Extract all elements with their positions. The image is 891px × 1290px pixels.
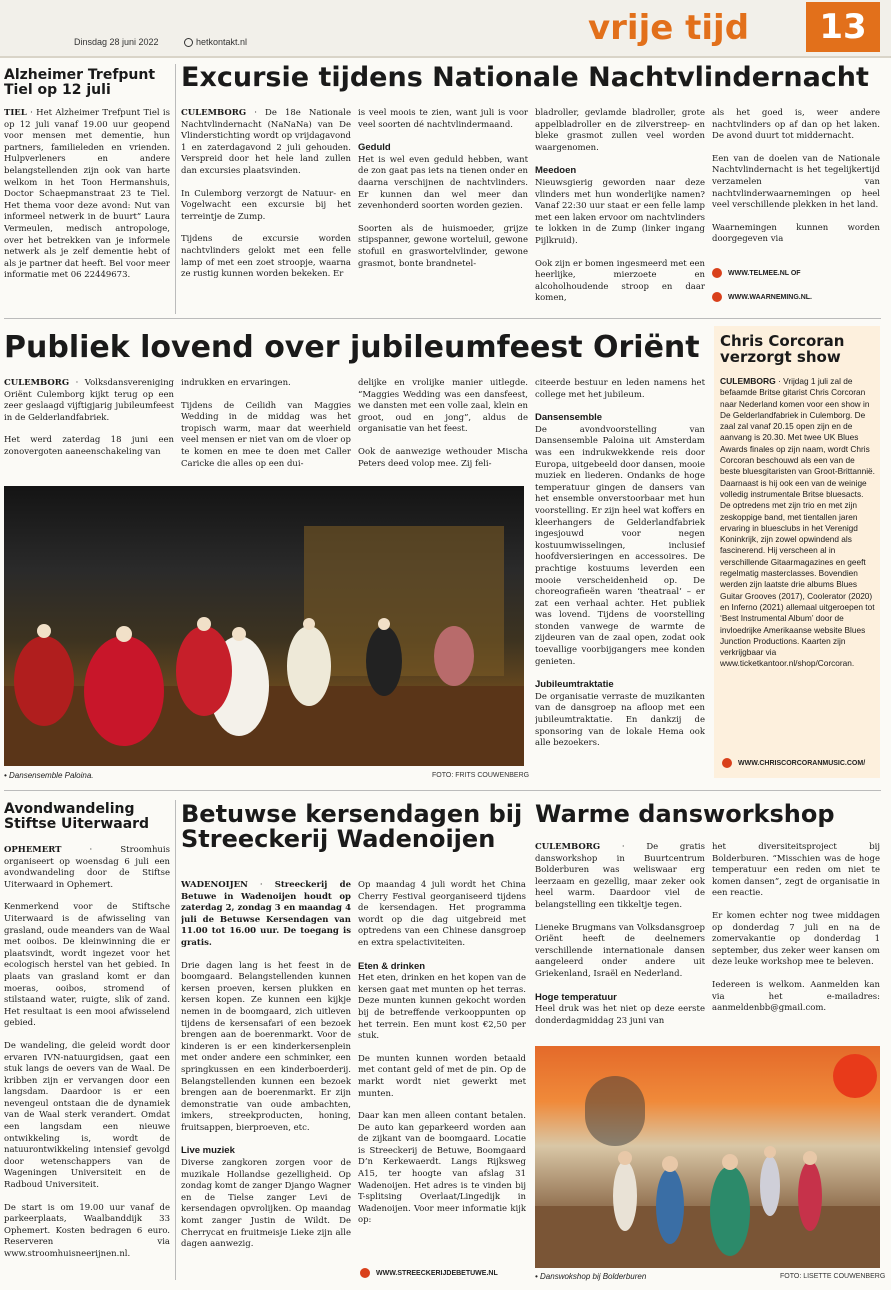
globe-icon — [184, 38, 193, 47]
nacht-c2a: is veel moois te zien, want juli is voor veel soorten dé nachtvlindermaand. — [358, 108, 528, 130]
orient-headline: Publiek lovend over jubileumfeest Oriënt — [4, 332, 700, 364]
kers-p2: Diverse zangkoren zorgen voor de muzikale Hollandse gezelligheid. Op zondag komt de zanger Django Wagner en de Tielse zanger Levi de kersendagen opvrolijken. Op maandag komt zanger Justin de Wildt. De Cherrycat en fruitmeisje Lieke zijn alle dagen aanwezig. — [181, 1158, 351, 1250]
nacht-headline: Excursie tijdens Nationale Nachtvlindernacht — [181, 64, 869, 93]
issue-date: Dinsdag 28 juni 2022 — [74, 37, 159, 47]
page-number: 13 — [806, 2, 880, 52]
warm-col1: CULEMBORG · De gratis dansworkshop in Buurtcentrum Bolderburen was weliswaar erg leerzaam en gezellig, maar zeker ook heel warm. Daardoor viel de belangstelling een tikkeltje tegen. Lieneke Brugmans van Volksdansgroep Oriënt heeft de deelnemers verschillende internationale dansen aangeleerd onder andere uit Griekenland, Israël en Nederland. Hoge temperatuur Heel druk was het niet op deze eerste donderdagmiddag 23 juni van — [535, 842, 705, 1026]
kers-col1: WADENOIJEN · Streeckerij de Betuwe in Wadenoijen houdt op zaterdag 2, zondag 3 en maandag 4 juli de Betuwse Kersendagen van 11.00 tot 16.00 uur. De toegang is gratis. Drie dagen lang is het feest in de boomgaard. Belangstellenden kunnen kersen proeven, kersen plukken en kersen kopen. Ze kunnen een kijkje nemen in de boomgaard, zich uitleven tijdens de kersensafari of een bezoek brengen aan de boerenmarkt. Voor de kinderen is er een kinderkersenplein met onder andere een schminker, een springkussen en een kinderboerderij. Belangstellenden kunnen een bezoek brengen aan de boerenmarkt. Er zijn demonstratie van oude ambachten, imkers, streekproducten, honing, fruitsappen, bierproeven, etc. Live muziek Diverse zangkoren zorgen voor de muzikale Hollandse gezelligheid. Op zondag komt de zanger Django Wagner en de Tielse zanger Levi de kersendagen opvrolijken. Op maandag komt zanger Justin de Wildt. De Cherrycat en fruitmeisje Lieke zijn alle dagen aanwezig. — [181, 880, 351, 1250]
web-link-icon — [722, 758, 732, 768]
nacht-w2: WWW.WAARNEMING.NL. — [728, 293, 812, 301]
warm-c2a: het diversiteitsproject bij Bolderburen. “Misschien was de hoge temperatuur een reden om niet te komen dansen”, zegt de organisatie in een reactie. — [712, 842, 880, 899]
avond-p2: Kenmerkend voor de Stiftsche Uiterwaard is de afwisseling van grasland, oude meanders van de Waal met ooibos. De kleinwinning die er plaatsvindt, wordt ingezet voor het ecologisch herstel van het gebied. In plaats van grasland komt er dan moeras, ooibos, stromend of stilstaand water, ruigte, slik of zand. Het resultaat is een mooi afwisselend gebied. — [4, 902, 170, 1029]
avond-dateline: OPHEMERT — [4, 845, 62, 855]
kers-headline: Betuwse kersendagen bij Streeckerij Wadenoijen — [181, 802, 523, 853]
alz-text: Het Alzheimer Trefpunt Tiel is op 12 juli vanaf 19.00 uur geopend voor mensen met dementie, hun partners, familieleden en vrienden. Hulpverleners en andere belangstellenden zijn ook van harte welkom in het Toon Hermanshuis, Doctor Schaepmanstraat 23 te Tiel. Het thema voor deze avond: Nut van informeel netwerk in de buurt” Laura Vermeulen, medisch antropologe, over het betrekken van je informele netwerk als je zelf dementie hebt of als je partner dat heeft. Bel voor meer informatie met 06 22449673. — [4, 108, 170, 281]
alz-body: TIEL · Het Alzheimer Trefpunt Tiel is op 12 juli vanaf 19.00 uur geopend voor mensen met dementie, hun partners, familieleden en vrienden. Hulpverleners en andere belangstellenden zijn ook van harte welkom in het Toon Hermanshuis, Doctor Schaepmanstraat 23 te Tiel. Het thema voor deze avond: Nut van informeel netwerk in de buurt” Laura Vermeulen, medisch antropologe, over het betrekken van je informele netwerk als je zelf dementie hebt of als je partner dat heeft. Bel voor meer informatie met 06 22449673. — [4, 108, 170, 281]
chris-headline: Chris Corcoran verzorgt show — [720, 334, 845, 366]
kers-web: WWW.STREECKERIJDEBETUWE.NL — [376, 1269, 498, 1277]
warm-c2c: Iedereen is welkom. Aanmelden kan via het e-mailadres: aanmeldenbb@gmail.com. — [712, 979, 880, 1014]
warm-caption: • Danswokshop bij Bolderburen — [535, 1272, 647, 1281]
warm-dateline: CULEMBORG — [535, 842, 601, 852]
kers-lead: Streeckerij de Betuwe in Wadenoijen houdt op zaterdag 2, zondag 3 en maandag 4 juli de Betuwse Kersendagen van 11.00 tot 16.00 uur. De toegang is gratis. — [181, 880, 351, 948]
chris-web: WWW.CHRISCORCORANMUSIC.COM/ — [738, 759, 866, 767]
website[interactable] — [184, 37, 247, 47]
orient-photo — [4, 486, 524, 766]
nacht-col1: CULEMBORG · De 18e Nationale Nachtvlindernacht (NaNaNa) van De Vlinderstichting wordt op vrijdagavond 1 en zaterdagavond 2 juli gehouden. Verspreid door het hele land zullen dan excursies plaatsvinden. In Culemborg verzorgt de Natuur- en Vogelwacht een excursie bij het terreintje de Zump. Tijdens de excursie worden nachtvlinders gelokt met een felle lamp of met een zoet stroopje, waarna ze rustig kunnen worden bekeken. Er — [181, 108, 351, 280]
kers-sub-eten: Eten & drinken — [358, 960, 426, 972]
alz-dateline: TIEL — [4, 108, 27, 118]
web-link-icon — [712, 268, 722, 278]
nacht-col4 — [712, 108, 880, 258]
orient-caption: • Dansensemble Paloina. — [4, 771, 94, 780]
nacht-dateline: CULEMBORG — [181, 108, 247, 118]
nacht-p1: De 18e Nationale Nachtvlindernacht (NaNaNa) van De Vlinderstichting wordt op vrijdagavond 1 en zaterdagavond 2 juli gehouden. Verspreid door het hele land zullen dan excursies plaatsvinden. — [181, 108, 351, 176]
web-link-icon — [360, 1268, 370, 1278]
orient-col3 — [358, 378, 528, 478]
chris-body: CULEMBORG · Vrijdag 1 juli zal de befaamde Britse gitarist Chris Corcoran naar Nederland komen voor een show in De Gelderlandfabriek in Culemborg. De zaal zal vanaf 20.15 open zijn en de aanvang is 20.30. Met twee UK Blues Awards finales op zijn naam, wordt Chris Corcoran beschouwd als een van de beste bluesgitaristen van Groot-Brittannië. Daarnaast is hij ook een van de weinige volledig instrumentale Britse bluesacts. De optredens met zijn trio en met zijn zeskoppige band, met tientallen jaren ervaring in bluesclubs in het Verenigd Koninkrijk, zijn zowel opwindend als fascinerend. Hij verscheen al in verschillende Gitaarmagazines en geeft regelmatig masterclasses. Bovendien werden zijn laatste drie albums Blues Guitar Grooves (2017), Coolerator (2020) en Inferno (2021) allemaal uitgeroepen tot ‘Best Instrumental Album’ door de invloedrijke Amerikaanse website Blues Junction Productions. Kaarten zijn verkrijgbaar via www.ticketkantoor.nl/shop/Corcoran. — [720, 376, 875, 669]
back-wall — [304, 526, 504, 676]
kers-col2 — [358, 880, 526, 1260]
kers-link[interactable] — [360, 1268, 498, 1278]
orient-c2a: indrukken en ervaringen. — [181, 378, 291, 388]
warm-photo — [535, 1046, 880, 1268]
chris-box — [714, 326, 880, 778]
orient-col2 — [181, 378, 351, 478]
orient-credit: FOTO: FRITS COUWENBERG — [432, 772, 530, 779]
nacht-c2c: Soorten als de huismoeder, grijze stipspanner, gewone worteluil, gewone stofuil en graswortelvlinder, gewone grasmot, bonte brandnetel- — [358, 223, 528, 269]
avond-p4: De start is om 19.00 uur vanaf de parkeerplaats, Waalbanddijk 33 Ophemert. Kosten bedragen 6 euro. Reserveren via www.stroomhuisneerijnen.nl. — [4, 1202, 170, 1259]
nacht-w1: WWW.TELMEE.NL OF — [728, 269, 801, 277]
workshop-illustration — [535, 1046, 880, 1268]
orient-c4b: De avondvoorstelling van Dansensemble Paloina uit Amsterdam was een indrukwekkende reis door Europa, uitgebeeld door dansen, mooie muziek en liederen. Ondanks de hoge temperatuur gingen de dansers van het ensemble onverstoorbaar met hun voorstelling. Er zijn heel wat koffers en kleerhangers de Gelderlandfabriek ingesjouwd voor negen kostuumwisselingen, inclusief hoofdversieringen en accessoires. De prachtige kostuums leverden een mooie verscheidenheid op. De choreografieën waren ‘theatraal’ – er zat een verhaal achter. Het publiek was lovend. Tijdens de voorstelling stonden vanwege de warmte de zijdeuren van de zaal open, zodat ook toevallige voorbijgangers mee konden genieten. — [535, 424, 705, 667]
kers-p5: De munten kunnen worden betaald met contant geld of met de pin. Op de markt wordt niet gewerkt met munten. — [358, 1053, 526, 1099]
column-rule — [175, 64, 176, 314]
orient-c3b: Ook de aanwezige wethouder Mischa Peters deed volop mee. Zij feli- — [358, 446, 528, 469]
nacht-col3 — [535, 108, 705, 308]
avond-p1: Stroomhuis organiseert op woensdag 6 juli een avondwandeling door de Stiftse Uiterwaard in Ophemert. — [4, 845, 170, 890]
orient-sub-dansensemble: Dansensemble — [535, 412, 603, 424]
nacht-c4a: als het goed is, weer andere nachtvlinders op af dan op het laken. De avond duurt tot middernacht. — [712, 108, 880, 142]
orient-col4 — [535, 378, 705, 773]
column-rule — [175, 800, 176, 1280]
orient-c1a: Volksdansvereniging Oriënt Culemborg kijkt terug op een zeer geslaagd vijftigjarig jubileumfeest in de Gelderlandfabriek. — [4, 378, 174, 423]
warm-headline: Warme dansworkshop — [535, 802, 835, 828]
warm-sub-temp: Hoge temperatuur — [535, 991, 617, 1003]
section-divider — [4, 318, 881, 319]
nacht-sub-geduld: Geduld — [358, 142, 391, 154]
kers-p4: Het eten, drinken en het kopen van de kersen gaat met munten op het terras. Deze munten kunnen gekocht worden bij de betreffende verkooppunten op het terrein. Een munt kost €2,50 per stuk. — [358, 973, 526, 1042]
website-label: hetkontakt.nl — [196, 37, 248, 47]
nacht-p2: In Culemborg verzorgt de Natuur- en Vogelwacht een excursie bij het terreintje de Zump. — [181, 188, 351, 222]
warm-credit: FOTO: LISETTE COUWENBERG — [780, 1273, 886, 1280]
orient-c3a: delijke en vrolijke manier uitlegde. “Maggies Wedding was een dansfeest, we dansten met een volle zaal, klein en groot, oud en jong”, aldus de organisatie van het feest. — [358, 378, 528, 435]
chris-link[interactable] — [722, 758, 865, 768]
nacht-c3c: Ook zijn er bomen ingesmeerd met een heerlijke, mierzoete en alcoholhoudende stroop en daar komen, — [535, 258, 705, 304]
lantern — [833, 1054, 877, 1098]
kers-sub-muziek: Live muziek — [181, 1145, 235, 1157]
chris-dateline: CULEMBORG — [720, 376, 776, 386]
orient-dateline: CULEMBORG — [4, 378, 70, 388]
warm-c1b: Lieneke Brugmans van Volksdansgroep Oriënt heeft de deelnemers verschillende internationale dansen aangeleerd onder andere uit Griekenland, Israël en Nederland. — [535, 922, 705, 979]
nacht-col2 — [358, 108, 528, 308]
avond-body: OPHEMERT · Stroomhuis organiseert op woensdag 6 juli een avondwandeling door de Stiftse Uiterwaard in Ophemert. Kenmerkend voor de Stiftsche Uiterwaard is de afwisseling van grasland, oude meanders van de Waal met ooibos. De kleinwinning die er plaatsvindt, wordt ingezet voor het ecologisch herstel van het gebied. In plaats van grasland komt er dan moeras, ooibos, stromend of stilstaand water, ruigte, slik of zand. Het resultaat is een mooi afwisselend gebied. De wandeling, die geleid wordt door ervaren IVN-natuurgidsen, gaat een stuk langs de oevers van de Waal. De kribben zijn er vervangen door een langsdam. Daardoor is er een nevengeul ontstaan die de dynamiek van de Waal sterk verandert. Omdat een langsdam een nieuwe ontwikkeling is, wordt de natuurontwikkeling intensief gevolgd door wetenschappers van de Wageningen Universiteit en de Radboud Universiteit. De start is om 19.00 uur vanaf de parkeerplaats, Waalbanddijk 33 Ophemert. Kosten bedragen 6 euro. Reserveren via www.stroomhuisneerijnen.nl. — [4, 845, 170, 1259]
section-divider — [4, 790, 881, 791]
kers-dateline: WADENOIJEN — [181, 880, 248, 890]
avond-p3: De wandeling, die geleid wordt door ervaren IVN-natuurgidsen, gaat een stuk langs de oevers van de Waal. De kribben zijn er vervangen door een langsdam. Daardoor is er een nevengeul ontstaan die de dynamiek van de Waal sterk verandert. Omdat een langsdam een nieuwe ontwikkeling is, wordt de natuurontwikkeling intensief gevolgd door wetenschappers van de Wageningen Universiteit en de Radboud Universiteit. — [4, 1040, 170, 1191]
warm-col2 — [712, 842, 880, 1032]
orient-c2b: Tijdens de Ceilidh van Maggies Wedding in de middag was het tropisch warm, maar dat weerhield veel mensen er niet van om de vloer op te komen en mee te doen met Caller Caricke die alles op een dui- — [181, 400, 351, 469]
floor — [535, 1206, 880, 1268]
orient-c4c: De organisatie verraste de muzikanten van de dansgroep na afloop met een jubileumtraktatie. En dankzij de sponsoring van de lokale Hema ook alle bezoekers. — [535, 691, 705, 749]
arch — [585, 1076, 645, 1146]
orient-sub-traktatie: Jubileumtraktatie — [535, 679, 614, 691]
nacht-c4c: Waarnemingen kunnen worden doorgegeven via — [712, 222, 880, 245]
section-title: vrije tijd — [588, 8, 750, 48]
orient-c4a: citeerde bestuur en leden namens het college met het jubileum. — [535, 378, 705, 400]
kers-p6: Daar kan men alleen contant betalen. De auto kan geparkeerd worden aan de zijkant van de boomgaard. Locatie is Streeckerij de Betuwe, Boomgaard D’n Kerkewaerdt. Langs Rijksweg A15, ter hoogte van afslag 31 Wadenoijen. Het adres is te vinden bij T-splitsing Overlaat/Lingedijk in Wadenoijen. Voor meer informatie kijk op: — [358, 1111, 526, 1226]
nacht-c2b: Het is wel even geduld hebben, want de zon gaat pas iets na tienen onder en daarna verschijnen de nachtvlinders. Er kunnen dan wel meer dan zevenhonderd soorten worden gezien. — [358, 154, 528, 212]
kers-p3: Op maandag 4 juli wordt het China Cherry Festival georganiseerd tijdens de kersendagen. Het programma wordt op die dag uitgebreid met optredens van een Chinese dansgroep en extra spelactiviteiten. — [358, 880, 526, 948]
warm-c1c: Heel druk was het niet op deze eerste donderdagmiddag 23 juni van — [535, 1004, 705, 1026]
warm-c1a: De gratis dansworkshop in Buurtcentrum Bolderburen was weliswaar erg leerzaam en gezellig, maar zeker ook heel warm. Daardoor viel de belangstelling een tikkeltje tegen. — [535, 842, 705, 910]
web-link-icon — [712, 292, 722, 302]
kers-p1: Drie dagen lang is het feest in de boomgaard. Belangstellenden kunnen kersen proeven, kersen plukken en kersen kopen. Ze kunnen een kijkje nemen in de boomgaard, zich uitleven tijdens de kersensafari of een bezoek brengen aan de boerenmarkt. Voor de kinderen is er een kinderkersenplein met onder andere een schminker, een springkussen en een kinderboerderij. Belangstellenden kunnen een bezoek brengen aan de boerenmarkt. Er zijn demonstratie van oude ambachten, imkers, streekproducten, honing, fruitsappen, bierproeven, etc. — [181, 960, 351, 1133]
nacht-c3b: Nieuwsgierig geworden naar deze vlinders met hun wonderlijke namen? Vanaf 22:30 uur staat er een felle lamp met een laken ervoor om nachtvlinders te lokken in de Zump (linker ingang Pijlkruid). — [535, 177, 705, 246]
nacht-link-waarneming[interactable] — [712, 292, 812, 302]
nacht-link-telmee[interactable] — [712, 268, 801, 278]
participant-heads — [618, 1146, 817, 1172]
dancers-illustration — [4, 486, 524, 766]
nacht-c3a: bladroller, gevlamde bladroller, grote appelbladroller en de zilverstreep- en bleke grasmot zullen veel worden waargenomen. — [535, 108, 705, 153]
alz-headline: Alzheimer Trefpunt Tiel op 12 juli — [4, 68, 156, 98]
orient-col1: CULEMBORG · Volksdansvereniging Oriënt Culemborg kijkt terug op een zeer geslaagd vijftigjarig jubileumfeest in de Gelderlandfabriek. Het werd zaterdag 18 juni een zonovergoten aaneenschakeling van — [4, 378, 174, 457]
nacht-sub-meedoen: Meedoen — [535, 165, 577, 177]
avond-headline: Avondwandeling Stiftse Uiterwaard — [4, 802, 150, 832]
chris-text: Vrijdag 1 juli zal de befaamde Britse gitarist Chris Corcoran naar Nederland komen voor een show in De Gelderlandfabriek in Culemborg. De zaal zal vanaf 20.15 open zijn en de aanvang is 20.30. Met twee UK Blues Awards finales op zijn naam, wordt Chris Corcoran beschouwd als een van de beste bluesgitaristen van Groot-Brittannië. Daarnaast is hij ook een van de weinige volledig instrumentale Britse bluesacts. De optredens met zijn trio en met zijn zeskoppige band, met tientallen jaren ervaring in bluesclubs in het Verenigd Koninkrijk, zijn zowel opwindend als fascinerend. Hij verscheen al in verschillende Gitaarmagazines en geeft regelmatig masterclasses. Bovendien werden zijn laatste drie albums Blues Guitar Grooves (2017), Coolerator (2020) en Inferno (2021) allemaal uitgeroepen tot ‘Best Instrumental Album’ door de invloedrijke Amerikaanse website Blues Junction Productions. Kaarten zijn verkrijgbaar via www.ticketkantoor.nl/shop/Corcoran. — [720, 376, 875, 669]
masthead — [0, 0, 891, 58]
warm-c2b: Er komen echter nog twee middagen op donderdag 7 juli en na de zomervakantie op donderdag 1 september, dus zeker weer kansen om deze leuke workshop mee te beleven. — [712, 910, 880, 968]
nacht-p3: Tijdens de excursie worden nachtvlinders gelokt met een felle lamp of met een zoet stroopje, waarna ze rustig kunnen worden bekeken. Er — [181, 234, 351, 280]
nacht-c4b: Een van de doelen van de Nationale Nachtvlindernacht is het tegelijkertijd verzamelen van nachtvlinderwaarnemingen op heel veel verschillende plekken in het land. — [712, 153, 880, 211]
orient-c1b: Het werd zaterdag 18 juni een zonovergoten aaneenschakeling van — [4, 435, 174, 457]
